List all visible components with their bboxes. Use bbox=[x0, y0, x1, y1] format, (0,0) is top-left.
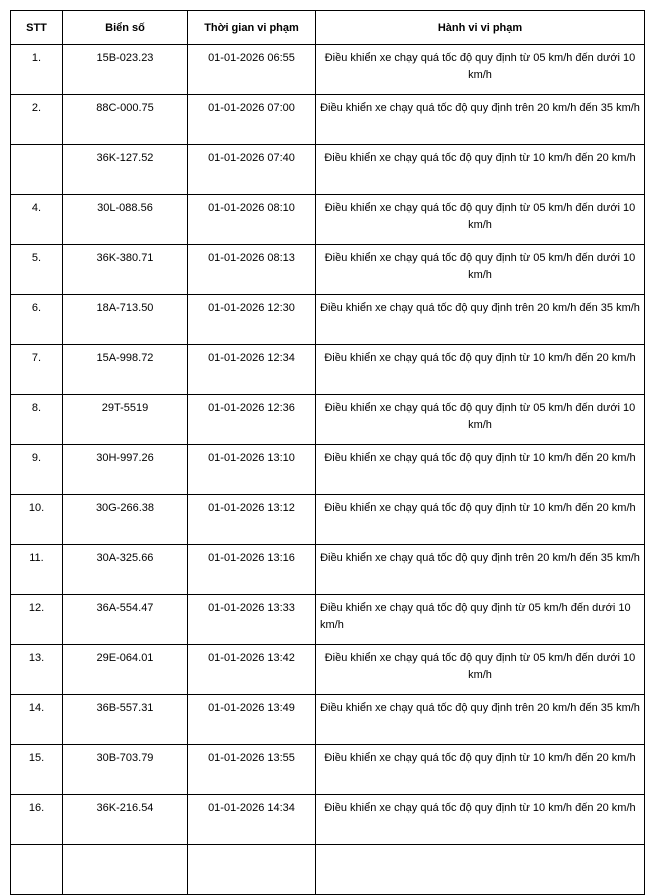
time-cell-empty bbox=[188, 845, 316, 895]
table-row bbox=[11, 245, 645, 295]
plate-cell: 30B-703.79 bbox=[63, 745, 188, 795]
violation-cell: Điều khiển xe chạy quá tốc độ quy định từ 05 km/h đến dưới 10 km/h bbox=[316, 395, 645, 445]
stt-cell: 9. bbox=[11, 445, 63, 495]
plate-cell: 36K-380.71 bbox=[63, 245, 188, 295]
stt-cell: 7. bbox=[11, 345, 63, 395]
header-row bbox=[11, 11, 645, 45]
time-cell: 01-01-2026 07:40 bbox=[188, 145, 316, 195]
violation-cell: Điều khiển xe chạy quá tốc độ quy định trên 20 km/h đến 35 km/h bbox=[316, 695, 645, 745]
time-cell: 01-01-2026 13:33 bbox=[188, 595, 316, 645]
stt-cell: 8. bbox=[11, 395, 63, 445]
table-header bbox=[11, 11, 645, 45]
plate-cell: 15B-023.23 bbox=[63, 45, 188, 95]
table-row bbox=[11, 695, 645, 745]
table-row bbox=[11, 645, 645, 695]
violation-cell: Điều khiển xe chạy quá tốc độ quy định trên 20 km/h đến 35 km/h bbox=[316, 295, 645, 345]
plate-cell: 36K-216.54 bbox=[63, 795, 188, 845]
plate-cell: 30L-088.56 bbox=[63, 195, 188, 245]
table-row bbox=[11, 745, 645, 795]
time-cell: 01-01-2026 12:34 bbox=[188, 345, 316, 395]
column-header-time: Thời gian vi phạm bbox=[188, 11, 316, 45]
stt-cell: 14. bbox=[11, 695, 63, 745]
plate-cell-empty bbox=[63, 845, 188, 895]
table-row-empty bbox=[11, 845, 645, 895]
violation-cell: Điều khiển xe chạy quá tốc độ quy định từ 05 km/h đến dưới 10 km/h bbox=[316, 45, 645, 95]
plate-cell: 29E-064.01 bbox=[63, 645, 188, 695]
stt-cell: 13. bbox=[11, 645, 63, 695]
violations-table bbox=[10, 10, 645, 895]
time-cell: 01-01-2026 12:36 bbox=[188, 395, 316, 445]
stt-cell: 4. bbox=[11, 195, 63, 245]
time-cell: 01-01-2026 14:34 bbox=[188, 795, 316, 845]
violations-table-container bbox=[10, 10, 644, 895]
violation-cell: Điều khiển xe chạy quá tốc độ quy định từ 10 km/h đến 20 km/h bbox=[316, 145, 645, 195]
stt-cell: 11. bbox=[11, 545, 63, 595]
stt-cell: 10. bbox=[11, 495, 63, 545]
plate-cell: 36A-554.47 bbox=[63, 595, 188, 645]
table-row bbox=[11, 445, 645, 495]
plate-cell: 36K-127.52 bbox=[63, 145, 188, 195]
stt-cell: 5. bbox=[11, 245, 63, 295]
table-row bbox=[11, 795, 645, 845]
violation-cell: Điều khiển xe chạy quá tốc độ quy định từ 05 km/h đến dưới 10 km/h bbox=[316, 195, 645, 245]
table-row bbox=[11, 295, 645, 345]
table-row bbox=[11, 145, 645, 195]
column-header-plate: Biển số bbox=[63, 11, 188, 45]
stt-cell: 2. bbox=[11, 95, 63, 145]
stt-cell: 6. bbox=[11, 295, 63, 345]
time-cell: 01-01-2026 13:49 bbox=[188, 695, 316, 745]
violation-cell: Điều khiển xe chạy quá tốc độ quy định từ 10 km/h đến 20 km/h bbox=[316, 345, 645, 395]
table-row bbox=[11, 395, 645, 445]
table-row bbox=[11, 195, 645, 245]
column-header-stt: STT bbox=[11, 11, 63, 45]
violation-cell: Điều khiển xe chạy quá tốc độ quy định từ 05 km/h đến dưới 10 km/h bbox=[316, 245, 645, 295]
time-cell: 01-01-2026 06:55 bbox=[188, 45, 316, 95]
violation-cell: Điều khiển xe chạy quá tốc độ quy định từ 05 km/h đến dưới 10 km/h bbox=[316, 595, 645, 645]
violation-cell: Điều khiển xe chạy quá tốc độ quy định trên 20 km/h đến 35 km/h bbox=[316, 545, 645, 595]
stt-cell bbox=[11, 145, 63, 195]
time-cell: 01-01-2026 13:55 bbox=[188, 745, 316, 795]
plate-cell: 30G-266.38 bbox=[63, 495, 188, 545]
violation-cell: Điều khiển xe chạy quá tốc độ quy định từ 10 km/h đến 20 km/h bbox=[316, 795, 645, 845]
column-header-violation: Hành vi vi phạm bbox=[316, 11, 645, 45]
plate-cell: 88C-000.75 bbox=[63, 95, 188, 145]
plate-cell: 30H-997.26 bbox=[63, 445, 188, 495]
violation-cell: Điều khiển xe chạy quá tốc độ quy định từ 10 km/h đến 20 km/h bbox=[316, 745, 645, 795]
time-cell: 01-01-2026 12:30 bbox=[188, 295, 316, 345]
stt-cell: 16. bbox=[11, 795, 63, 845]
violation-cell: Điều khiển xe chạy quá tốc độ quy định từ 10 km/h đến 20 km/h bbox=[316, 495, 645, 545]
table-row bbox=[11, 545, 645, 595]
stt-cell: 12. bbox=[11, 595, 63, 645]
time-cell: 01-01-2026 13:10 bbox=[188, 445, 316, 495]
time-cell: 01-01-2026 08:13 bbox=[188, 245, 316, 295]
time-cell: 01-01-2026 07:00 bbox=[188, 95, 316, 145]
time-cell: 01-01-2026 13:12 bbox=[188, 495, 316, 545]
violation-cell: Điều khiển xe chạy quá tốc độ quy định từ 05 km/h đến dưới 10 km/h bbox=[316, 645, 645, 695]
plate-cell: 30A-325.66 bbox=[63, 545, 188, 595]
stt-cell: 15. bbox=[11, 745, 63, 795]
table-row bbox=[11, 45, 645, 95]
table-row bbox=[11, 95, 645, 145]
table-body bbox=[11, 45, 645, 895]
violation-cell: Điều khiển xe chạy quá tốc độ quy định trên 20 km/h đến 35 km/h bbox=[316, 95, 645, 145]
stt-cell-empty bbox=[11, 845, 63, 895]
violation-cell-empty bbox=[316, 845, 645, 895]
time-cell: 01-01-2026 13:42 bbox=[188, 645, 316, 695]
time-cell: 01-01-2026 13:16 bbox=[188, 545, 316, 595]
plate-cell: 18A-713.50 bbox=[63, 295, 188, 345]
table-row bbox=[11, 495, 645, 545]
table-row bbox=[11, 345, 645, 395]
plate-cell: 15A-998.72 bbox=[63, 345, 188, 395]
plate-cell: 36B-557.31 bbox=[63, 695, 188, 745]
violation-cell: Điều khiển xe chạy quá tốc độ quy định từ 10 km/h đến 20 km/h bbox=[316, 445, 645, 495]
time-cell: 01-01-2026 08:10 bbox=[188, 195, 316, 245]
stt-cell: 1. bbox=[11, 45, 63, 95]
plate-cell: 29T-5519 bbox=[63, 395, 188, 445]
table-row bbox=[11, 595, 645, 645]
